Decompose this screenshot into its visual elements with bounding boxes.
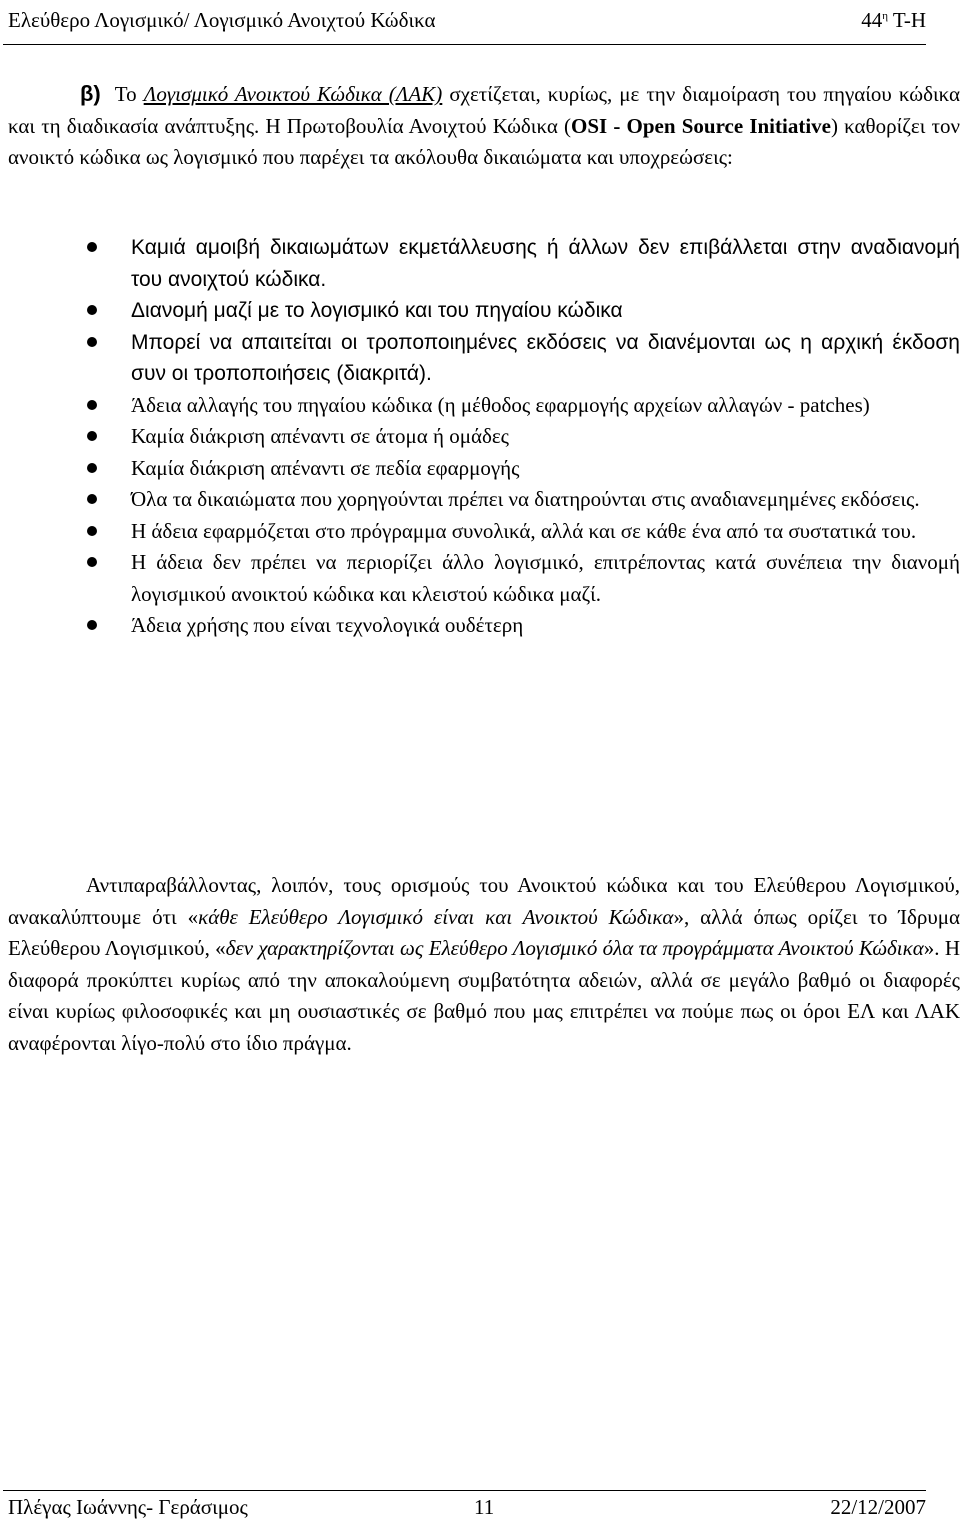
section-label: β) (80, 81, 101, 106)
list-item: Άδεια αλλαγής του πηγαίου κώδικα (η μέθοδος εφαρμογής αρχείων αλλαγών - patches) (0, 390, 960, 422)
list-item: Όλα τα δικαιώματα που χορηγούνται πρέπει να διατηρούνται στις αναδιανεμημένες εκδόσεις. (0, 484, 960, 516)
page-number: 11 (474, 1495, 495, 1519)
list-item: Διανομή μαζί με το λογισμικό και του πηγαίου κώδικα (0, 295, 960, 327)
quote-free-software: κάθε Ελεύθερο Λογισμικό είναι και Ανοικτού Κώδικα (198, 904, 674, 929)
page-footer (8, 1495, 926, 1525)
list-item: Η άδεια δεν πρέπει να περιορίζει άλλο λογισμικό, επιτρέποντας κατά συνέπεια την διανομή λογισμικού ανοικτού κώδικα και κλειστού κώδικα μαζί. (0, 547, 960, 610)
header-divider (3, 44, 926, 45)
list-item: Καμιά αμοιβή δικαιωμάτων εκμετάλλευσης ή άλλων δεν επιβάλλεται στην αναδιανομή του ανοιχτού κώδικα. (0, 232, 960, 295)
bullet-icon (87, 526, 97, 536)
footer-divider (3, 1490, 926, 1491)
footer-author: Πλέγας Ιωάννης- Γεράσιμος (8, 1495, 248, 1519)
bullet-icon (87, 463, 97, 473)
quote-fsf: δεν χαρακτηρίζονται ως Ελεύθερο Λογισμικό όλα τα προγράμματα Ανοικτού Κώδικα (225, 936, 924, 960)
bullet-icon (87, 305, 97, 315)
page-header (8, 0, 926, 40)
bullet-icon (87, 557, 97, 567)
bullet-icon (87, 400, 97, 410)
edition-ordinal: η (882, 9, 889, 22)
list-item: Άδεια χρήσης που είναι τεχνολογικά ουδέτερη (0, 610, 960, 642)
lak-term: Λογισμικό Ανοικτού Κώδικα (ΛΑΚ) (143, 82, 443, 106)
rights-list (0, 232, 960, 642)
list-item: Καμία διάκριση απέναντι σε πεδία εφαρμογής (0, 453, 960, 485)
bullet-icon (87, 242, 97, 252)
list-item: Η άδεια εφαρμόζεται στο πρόγραμμα συνολικά, αλλά και σε κάθε ένα από τα συστατικά του. (0, 516, 960, 548)
bullet-icon (87, 431, 97, 441)
header-title: Ελεύθερο Λογισμικό/ Λογισμικό Ανοιχτού Κώδικα (8, 7, 436, 32)
conclusion-paragraph: Αντιπαραβάλλοντας, λοιπόν, τους ορισμούς του Ανοικτού κώδικα και του Ελεύθερου Λογισμικού, ανακαλύπτουμε ότι «κάθε Ελεύθερο Λογισμικό είναι και Ανοικτού Κώδικα», αλλά όπως ορίζει το Ίδρυμα Ελεύθερου Λογισμικού, «δεν χαρακτηρίζονται ως Ελεύθερο Λογισμικό όλα τα προγράμματα Ανοικτού Κώδικα». Η διαφορά προκύπτει κυρίως από την αποκαλούμενη συμβατότητα αδειών, αλλά σε μεγάλο βαθμό οι διαφορές είναι κυρίως φιλοσοφικές και μη ουσιαστικές σε βαθμό που μας επιτρέπει να πούμε πως οι όροι ΕΛ και ΛΑΚ αναφέρονται λίγο-πολύ στο ίδιο πράγμα. (8, 873, 960, 1055)
bullet-icon (87, 620, 97, 630)
list-item: Μπορεί να απαιτείται οι τροποποιημένες εκδόσεις να διανέμονται ως η αρχική έκδοση συν οι τροποποιήσεις (διακριτά). (0, 327, 960, 390)
osi-term: OSI - Open Source Initiative (571, 113, 831, 138)
footer-date: 22/12/2007 (830, 1495, 926, 1519)
list-item: Καμία διάκριση απέναντι σε άτομα ή ομάδες (0, 421, 960, 453)
bullet-icon (87, 494, 97, 504)
bullet-icon (87, 337, 97, 347)
intro-paragraph: β) Το Λογισμικό Ανοικτού Κώδικα (ΛΑΚ) σχετίζεται, κυρίως, με την διαμοίραση του πηγαίου κώδικα και τη διαδικασία ανάπτυξης. Η Πρωτοβουλία Ανοιχτού Κώδικα (OSI - Open Source Initiative) καθορίζει τον ανοικτό κώδικα ως λογισμικό που παρέχει τα ακόλουθα δικαιώματα και υποχρεώσεις: (8, 81, 960, 169)
header-edition: $44^\eta$ Τ-Η (861, 7, 926, 32)
